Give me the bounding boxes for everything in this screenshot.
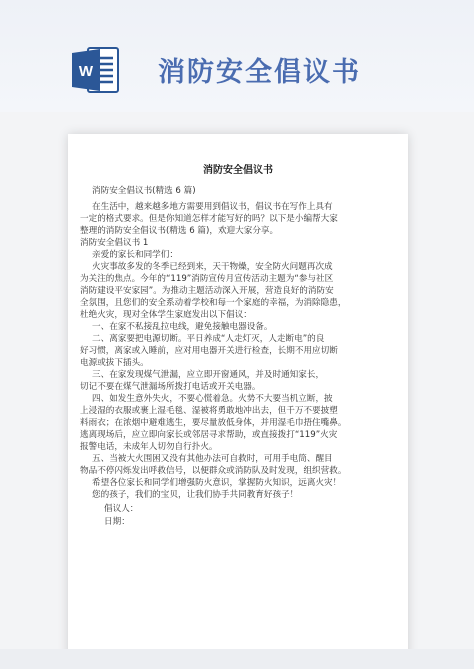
document-line: 好习惯，离家或入睡前，应对用电器开关进行检查，长期不用应切断 <box>80 346 338 356</box>
document-line: 一定的格式要求。但是你知道怎样才能写好的吗？以下是小编帮大家 <box>80 214 338 224</box>
document-line: 为关注的焦点。今年的“119”消防宣传月宣传活动主题为“参与社区 <box>80 274 334 284</box>
document-line: 亲爱的家长和同学们： <box>92 250 178 260</box>
document-line: 逃离现场后，应立即向家长或邻居寻求帮助，或直接拨打“119”火灾 <box>80 430 338 440</box>
word-document-icon <box>70 44 122 96</box>
document-line: 一、在家不私接乱拉电线，避免接触电器设备。 <box>92 322 273 332</box>
document-line: 料雨衣；在浓烟中避难逃生，要尽量放低身体，并用湿毛巾捂住嘴鼻。 <box>80 418 347 428</box>
document-line: 三、在家发现煤气泄漏，应立即开窗通风，并及时通知家长， <box>92 370 325 380</box>
document-line: 五、当被大火围困又没有其他办法可自救时，可用手电筒、醒目 <box>92 454 333 464</box>
document-line: 您的孩子，我们的宝贝，让我们协手共同教育好孩子！ <box>92 490 299 500</box>
svg-text:W: W <box>78 63 94 80</box>
document-title: 消防安全倡议书 <box>203 165 273 176</box>
document-line: 消防建设平安家园”。为推动主题活动深入开展，营造良好的消防安 <box>80 286 334 296</box>
document-line: 消防安全倡议书(精选 6 篇) <box>92 186 196 196</box>
document-line: 希望各位家长和同学们增强防火意识，掌握防火知识，远离火灾！ <box>92 478 342 488</box>
document-line: 倡议人： <box>104 504 139 514</box>
document-line: 上浸湿的衣服或裹上湿毛毯、湿被将勇敢地冲出去，但千万不要披塑 <box>80 406 338 416</box>
document-line: 火灾事故多发的冬季已经到来，天干物燥，安全防火问题再次成 <box>92 262 333 272</box>
document-line: 电源或拔下插头。 <box>80 358 149 368</box>
document-line: 报警电话，未成年人切勿自行扑火。 <box>80 442 218 452</box>
document-line: 消防安全倡议书 1 <box>80 238 149 248</box>
document-line: 日期： <box>104 517 130 527</box>
footer-strip <box>0 649 474 669</box>
document-line: 杜绝火灾，现对全体学生家庭发出以下倡议： <box>80 310 252 320</box>
document-line: 切记不要在煤气泄漏场所拨打电话或开关电器。 <box>80 382 261 392</box>
header-title: 消防安全倡议书 <box>158 57 361 88</box>
document-line: 在生活中，越来越多地方需要用到倡议书，倡议书在写作上具有 <box>92 202 333 212</box>
document-line: 全氛围，且您们的安全系动着学校和每一个家庭的幸福，为消除隐患， <box>80 298 347 308</box>
document-line: 物品不停闪烁发出呼救信号，以便群众或消防队及时发现，组织营救。 <box>80 466 347 476</box>
document-line: 整理的消防安全倡议书(精选 6 篇)，欢迎大家分享。 <box>80 226 279 236</box>
header-banner <box>0 0 474 112</box>
document-line: 二、离家要把电源切断。平日养成“人走灯灭，人走断电”的良 <box>92 334 325 344</box>
document-line: 四、如发生意外失火，不要心慌着急。火势不大要当机立断，披 <box>92 394 333 404</box>
document-page <box>68 134 408 669</box>
